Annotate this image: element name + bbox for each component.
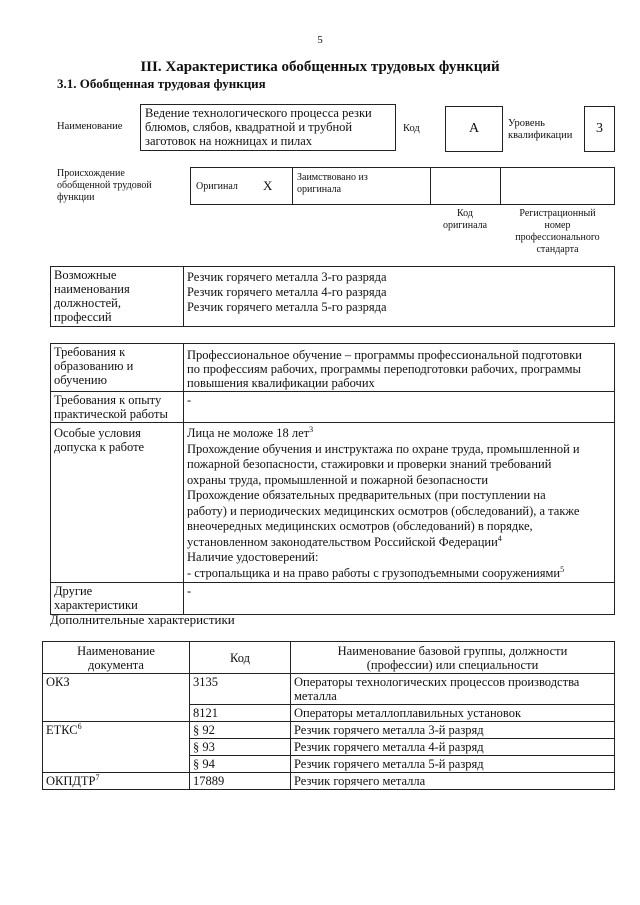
value-line: Прохождение обязательных предварительных (при поступлении на xyxy=(187,488,546,502)
value-line xyxy=(187,426,611,442)
education-label xyxy=(51,344,184,392)
row-name xyxy=(291,674,615,705)
row-code: § 93 xyxy=(190,739,291,756)
footnote-ref: 3 xyxy=(309,424,314,434)
footnote-ref: 7 xyxy=(95,772,100,782)
row-code: 17889 xyxy=(190,773,291,790)
reg-number-caption xyxy=(500,208,615,256)
caption-line: оригинала xyxy=(442,220,488,231)
caption-line: номер xyxy=(544,220,571,231)
origin-divider xyxy=(500,167,501,205)
origin-label xyxy=(57,168,152,204)
value-line: пожарной безопасности, стажировки и проверки знаний требований xyxy=(187,457,552,471)
doc-text: ОКПДТР xyxy=(46,774,96,788)
other-value: - xyxy=(184,583,615,615)
level-label xyxy=(508,118,572,142)
label-line: практической работы xyxy=(54,407,168,421)
value-line: Прохождение обучения и инструктажа по охране труда, промышленной и xyxy=(187,441,580,456)
label-line: характеристики xyxy=(54,598,138,612)
row-code: 8121 xyxy=(190,705,291,722)
experience-label xyxy=(51,392,184,423)
positions-label-line: наименования xyxy=(54,282,130,296)
value-line: Профессиональное обучение – программы профессиональной подготовки xyxy=(187,348,582,362)
level-label-line: Уровень xyxy=(508,118,545,129)
value-line xyxy=(187,535,611,551)
function-name-line: блюмов, слябов, квадратной и трубной xyxy=(145,120,353,134)
value-text: - стропальщика и на право работы с грузоподъемными сооружениями xyxy=(187,565,561,580)
name-line: Операторы технологических процессов производства xyxy=(294,675,580,689)
row-name: Операторы металлоплавильных установок xyxy=(291,705,615,722)
level-value: 3 xyxy=(584,106,615,152)
name-line: металла xyxy=(294,689,337,703)
caption-line: профессионального xyxy=(515,232,600,243)
value-text: Лица не моложе 18 лет xyxy=(187,426,310,440)
positions-label-line: профессий xyxy=(54,310,112,324)
code-label: Код xyxy=(403,123,420,134)
doc-text: ЕТКС xyxy=(46,723,78,737)
code-value: A xyxy=(445,106,503,152)
section-title: III. Характеристика обобщенных трудовых функций xyxy=(140,59,500,75)
header-line: Наименование xyxy=(77,643,155,658)
header-line: (профессии) или специальности xyxy=(366,657,539,672)
name-label: Наименование xyxy=(57,121,123,132)
origin-divider xyxy=(430,167,431,205)
row-code: 3135 xyxy=(190,674,291,705)
value-line: охраны труда, промышленной и пожарной безопасности xyxy=(187,472,489,487)
row-doc xyxy=(43,674,190,722)
special-conditions-value xyxy=(184,423,615,583)
label-line: образованию и xyxy=(54,359,134,373)
positions-values xyxy=(184,267,615,327)
row-name: Резчик горячего металла 4-й разряд xyxy=(291,739,615,756)
row-doc xyxy=(43,773,190,790)
value-line: Наличие удостоверений: xyxy=(187,550,319,564)
footnote-ref: 4 xyxy=(497,533,502,543)
row-name: Резчик горячего металла 3-й разряд xyxy=(291,722,615,739)
origin-label-line: обобщенной трудовой xyxy=(57,180,152,191)
position-item: Резчик горячего металла 3-го разряда xyxy=(187,270,387,284)
borrowed-label-line: Заимствовано из xyxy=(297,172,368,183)
caption-line: стандарта xyxy=(536,244,579,255)
label-line: Требования к опыту xyxy=(54,393,162,407)
label-line: Другие xyxy=(54,584,93,598)
header-name xyxy=(291,642,615,674)
table-row xyxy=(43,722,615,739)
position-item: Резчик горячего металла 4-го разряда xyxy=(187,285,387,299)
doc-text: ОКЗ xyxy=(46,675,70,689)
value-line: работу) и периодических медицинских осмотров (обследований), а также xyxy=(187,503,580,518)
row-name: Резчик горячего металла xyxy=(291,773,615,790)
original-label: Оригинал xyxy=(196,181,238,192)
level-label-line: квалификации xyxy=(508,130,573,141)
label-line: допуска к работе xyxy=(54,440,145,454)
label-line: обучению xyxy=(54,373,107,387)
position-item: Резчик горячего металла 5-го разряда xyxy=(187,300,387,314)
original-mark: X xyxy=(263,178,273,193)
header-doc xyxy=(43,642,190,674)
value-line: повышения квалификации рабочих xyxy=(187,376,375,390)
code-original-caption xyxy=(430,208,500,232)
value-text: установленном законодательством Российской Федерации xyxy=(187,534,498,549)
positions-label xyxy=(51,267,184,327)
origin-label-line: Происхождение xyxy=(57,168,125,179)
positions-label-line: должностей, xyxy=(54,296,121,310)
caption-line: Код xyxy=(457,208,473,219)
table-row xyxy=(43,674,615,705)
row-code: § 92 xyxy=(190,722,291,739)
subsection-title: 3.1. Обобщенная трудовая функция xyxy=(57,76,266,91)
function-name-box xyxy=(140,104,396,151)
header-line: Наименование базовой группы, должности xyxy=(337,643,568,658)
label-line: Особые условия xyxy=(54,426,141,440)
requirements-table xyxy=(50,343,615,615)
borrowed-label-line: оригинала xyxy=(297,184,342,195)
special-conditions-label xyxy=(51,423,184,583)
experience-value: - xyxy=(184,392,615,423)
row-name: Резчик горячего металла 5-й разряд xyxy=(291,756,615,773)
function-name-line: заготовок на ножницах и пилах xyxy=(145,134,313,148)
footnote-ref: 6 xyxy=(77,721,82,731)
row-code: § 94 xyxy=(190,756,291,773)
other-label xyxy=(51,583,184,615)
value-line: по профессиям рабочих, программы переподготовки рабочих, программы xyxy=(187,362,581,376)
positions-table xyxy=(50,266,615,327)
header-line: документа xyxy=(88,657,144,672)
table-row xyxy=(43,773,615,790)
page-number: 5 xyxy=(317,34,323,46)
additional-table xyxy=(42,641,615,790)
value-line: внеочередных медицинских осмотров (обследований) в порядке, xyxy=(187,519,533,533)
origin-label-line: функции xyxy=(57,192,95,203)
value-line xyxy=(187,566,611,582)
caption-line: Регистрационный xyxy=(519,208,596,219)
origin-divider xyxy=(292,167,293,205)
footnote-ref: 5 xyxy=(560,564,565,574)
header-code: Код xyxy=(190,642,291,674)
additional-title: Дополнительные характеристики xyxy=(50,612,235,627)
borrowed-label xyxy=(297,172,368,196)
row-doc xyxy=(43,722,190,773)
label-line: Требования к xyxy=(54,345,126,359)
positions-label-line: Возможные xyxy=(54,268,117,282)
function-name-line: Ведение технологического процесса резки xyxy=(145,106,372,120)
origin-table xyxy=(190,167,615,205)
education-value xyxy=(184,344,615,392)
